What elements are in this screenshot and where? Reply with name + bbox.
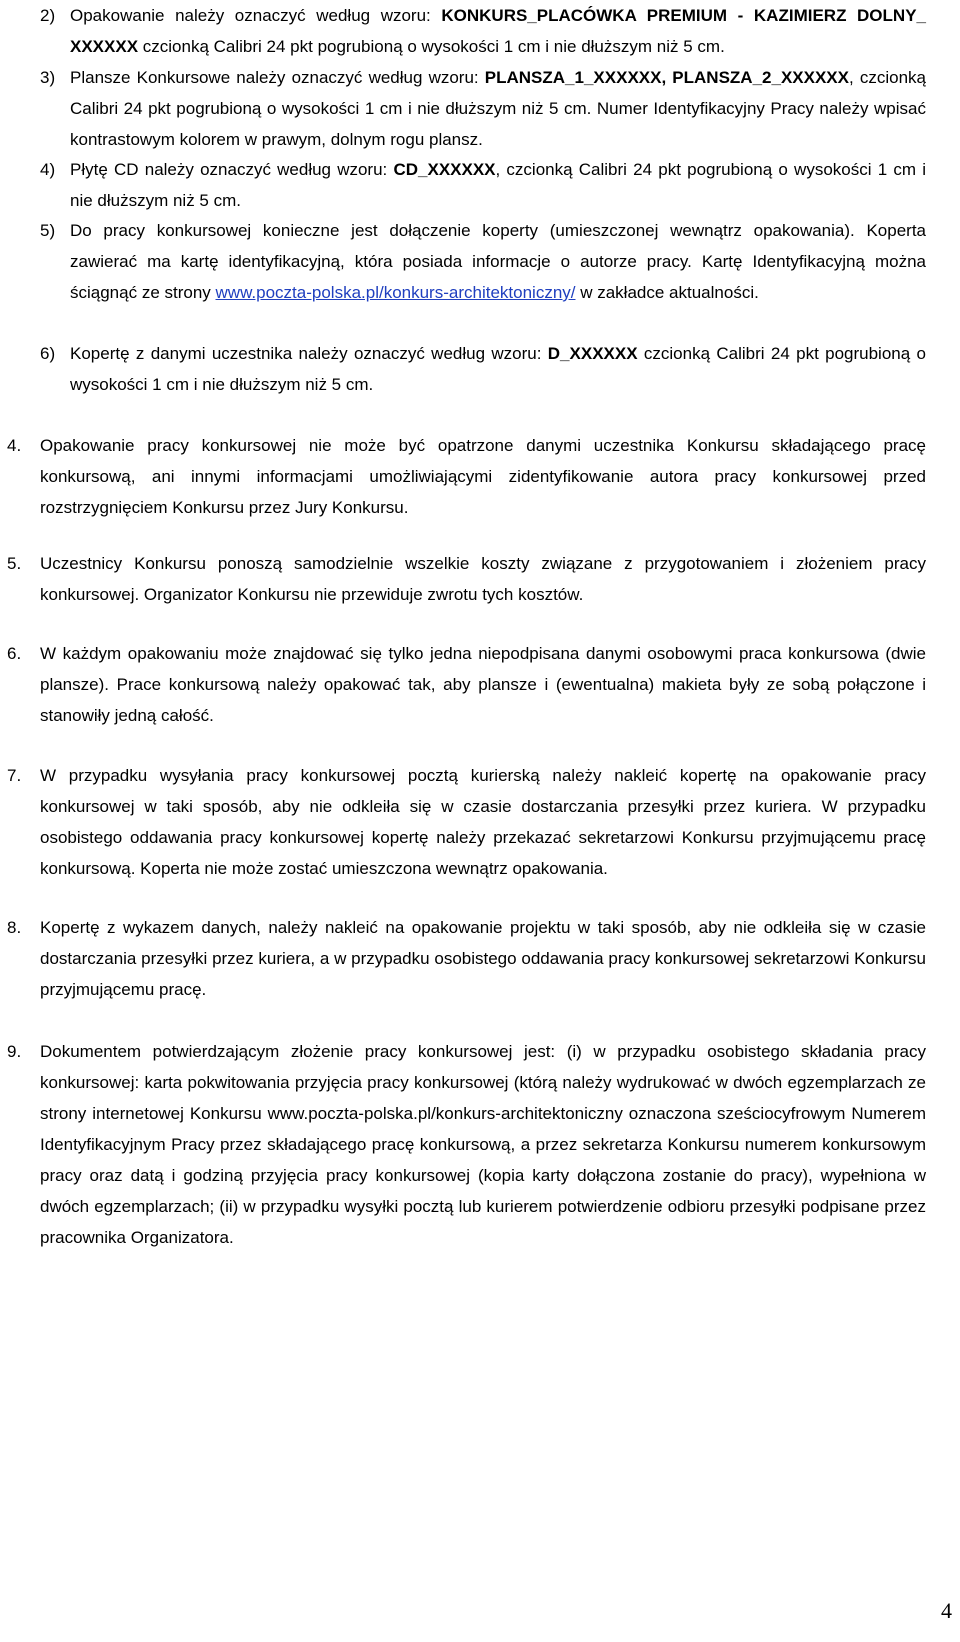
paragraph-5 bbox=[7, 548, 926, 610]
sub-item-number: 4) bbox=[40, 160, 56, 179]
bold-code: PLANSZA_1_XXXXXX, PLANSZA_2_XXXXXX bbox=[484, 68, 849, 87]
bold-code: D_XXXXXX bbox=[547, 344, 638, 363]
text-run: w zakładce aktualności. bbox=[575, 283, 759, 302]
text-run: Kopertę z danymi uczestnika należy oznaczyć według wzoru: bbox=[70, 344, 548, 363]
text-run: Do pracy konkursowej konieczne jest dołączenie koperty (umieszczonej wewnątrz opakowania). Koperta zawierać ma kartę identyfikacyjną, która posiada informacje o autorze pracy. Kartę Identyfikacyjną można ściągnąć ze strony bbox=[70, 221, 926, 302]
sub-item-text bbox=[70, 215, 926, 308]
text-run: czcionką Calibri 24 pkt pogrubioną o wysokości 1 cm i nie dłuższym niż 5 cm. bbox=[138, 37, 725, 56]
sub-item-5 bbox=[40, 215, 926, 308]
text-run: , czcionką Calibri 24 pkt pogrubioną o wysokości 1 cm i nie dłuższym niż 5 cm. Numer Identyfikacyjny Pracy należy wpisać kontrastowym kolorem w prawym, dolnym rogu plansz. bbox=[70, 68, 926, 149]
paragraph-text: Dokumentem potwierdzającym złożenie pracy konkursowej jest: (i) w przypadku osobistego składania pracy konkursowej: karta pokwitowania przyjęcia pracy konkursowej (którą należy wydrukować w dwóch egzemplarzach ze strony internetowej Konkursu www.poczta-polska.pl/konkurs-architektoniczny oznaczona sześciocyfrowym Numerem Identyfikacyjnym Pracy przez składającego pracę konkursową, a przez sekretarza Konkursu numerem konkursowym pracy oraz datą i godziną przyjęcia pracy konkursowej (kopia karty dołączona zostanie do pracy), wypełniona w dwóch egzemplarzach; (ii) w przypadku wysyłki pocztą lub kurierem potwierdzenie odbioru przesyłki podpisane przez pracownika Organizatora. bbox=[40, 1042, 926, 1247]
bold-code: CD_XXXXXX bbox=[393, 160, 496, 179]
sub-item-text bbox=[70, 154, 926, 216]
paragraph-text: Kopertę z wykazem danych, należy nakleić na opakowanie projektu w taki sposób, aby nie odkleiła się w czasie dostarczania przesyłki przez kuriera, a w przypadku osobistego oddawania pracy konkursowej sekretarzowi Konkursu przyjmującemu pracę. bbox=[40, 918, 926, 999]
paragraph-text: W każdym opakowaniu może znajdować się tylko jedna niepodpisana danymi osobowymi praca konkursowa (dwie plansze). Prace konkursową należy opakować tak, aby plansze i (ewentualna) makieta były ze sobą połączone i stanowiły jedną całość. bbox=[40, 644, 926, 725]
sub-item-number: 3) bbox=[40, 68, 56, 87]
paragraph-number: 9. bbox=[7, 1042, 22, 1061]
text-run: Opakowanie należy oznaczyć według wzoru: bbox=[70, 6, 442, 25]
sub-item-number: 2) bbox=[40, 6, 56, 25]
konkurs-link[interactable]: www.poczta-polska.pl/konkurs-architektoniczny/ bbox=[215, 283, 576, 302]
text-run: Plansze Konkursowe należy oznaczyć według wzoru: bbox=[70, 68, 485, 87]
bold-code: KONKURS_PLACÓWKA PREMIUM - KAZIMIERZ DOLNY_ XXXXXX bbox=[70, 6, 926, 56]
sub-item-number: 5) bbox=[40, 221, 56, 240]
sub-item-6 bbox=[40, 338, 926, 400]
text-run: , czcionką Calibri 24 pkt pogrubioną o wysokości 1 cm i nie dłuższym niż 5 cm. bbox=[70, 160, 926, 210]
text-run: czcionką Calibri 24 pkt pogrubioną o wysokości 1 cm i nie dłuższym niż 5 cm. bbox=[70, 344, 926, 394]
paragraph-4 bbox=[7, 430, 926, 523]
paragraph-6 bbox=[7, 638, 926, 731]
sub-item-4 bbox=[40, 154, 926, 216]
text-run: Płytę CD należy oznaczyć według wzoru: bbox=[70, 160, 394, 179]
paragraph-number: 8. bbox=[7, 918, 22, 937]
paragraph-text: Uczestnicy Konkursu ponoszą samodzielnie wszelkie koszty związane z przygotowaniem i złożeniem pracy konkursowej. Organizator Konkursu nie przewiduje zwrotu tych kosztów. bbox=[40, 554, 926, 604]
paragraph-text: W przypadku wysyłania pracy konkursowej pocztą kurierską należy nakleić kopertę na opakowanie pracy konkursowej w taki sposób, aby nie odkleiła się w czasie dostarczania przesyłki przez kuriera. W przypadku osobistego oddawania pracy konkursowej kopertę należy przekazać sekretarzowi Konkursu przyjmującemu pracę konkursową. Koperta nie może zostać umieszczona wewnątrz opakowania. bbox=[40, 766, 926, 878]
paragraph-number: 6. bbox=[7, 644, 22, 663]
paragraph-8 bbox=[7, 912, 926, 1005]
sub-item-text bbox=[70, 0, 926, 62]
page-number: 4 bbox=[941, 1598, 952, 1623]
paragraph-number: 7. bbox=[7, 766, 22, 785]
sub-item-2 bbox=[40, 0, 926, 62]
paragraph-7 bbox=[7, 760, 926, 884]
sub-item-3 bbox=[40, 62, 926, 155]
sub-item-number: 6) bbox=[40, 344, 56, 363]
paragraph-number: 4. bbox=[7, 436, 22, 455]
paragraph-9 bbox=[7, 1036, 926, 1253]
paragraph-text: Opakowanie pracy konkursowej nie może być opatrzone danymi uczestnika Konkursu składającego pracę konkursową, ani innymi informacjami umożliwiającymi zidentyfikowanie autora pracy konkursowej przed rozstrzygnięciem Konkursu przez Jury Konkursu. bbox=[40, 436, 926, 517]
paragraph-number: 5. bbox=[7, 554, 22, 573]
sub-item-text bbox=[70, 62, 926, 155]
sub-item-text bbox=[70, 338, 926, 400]
